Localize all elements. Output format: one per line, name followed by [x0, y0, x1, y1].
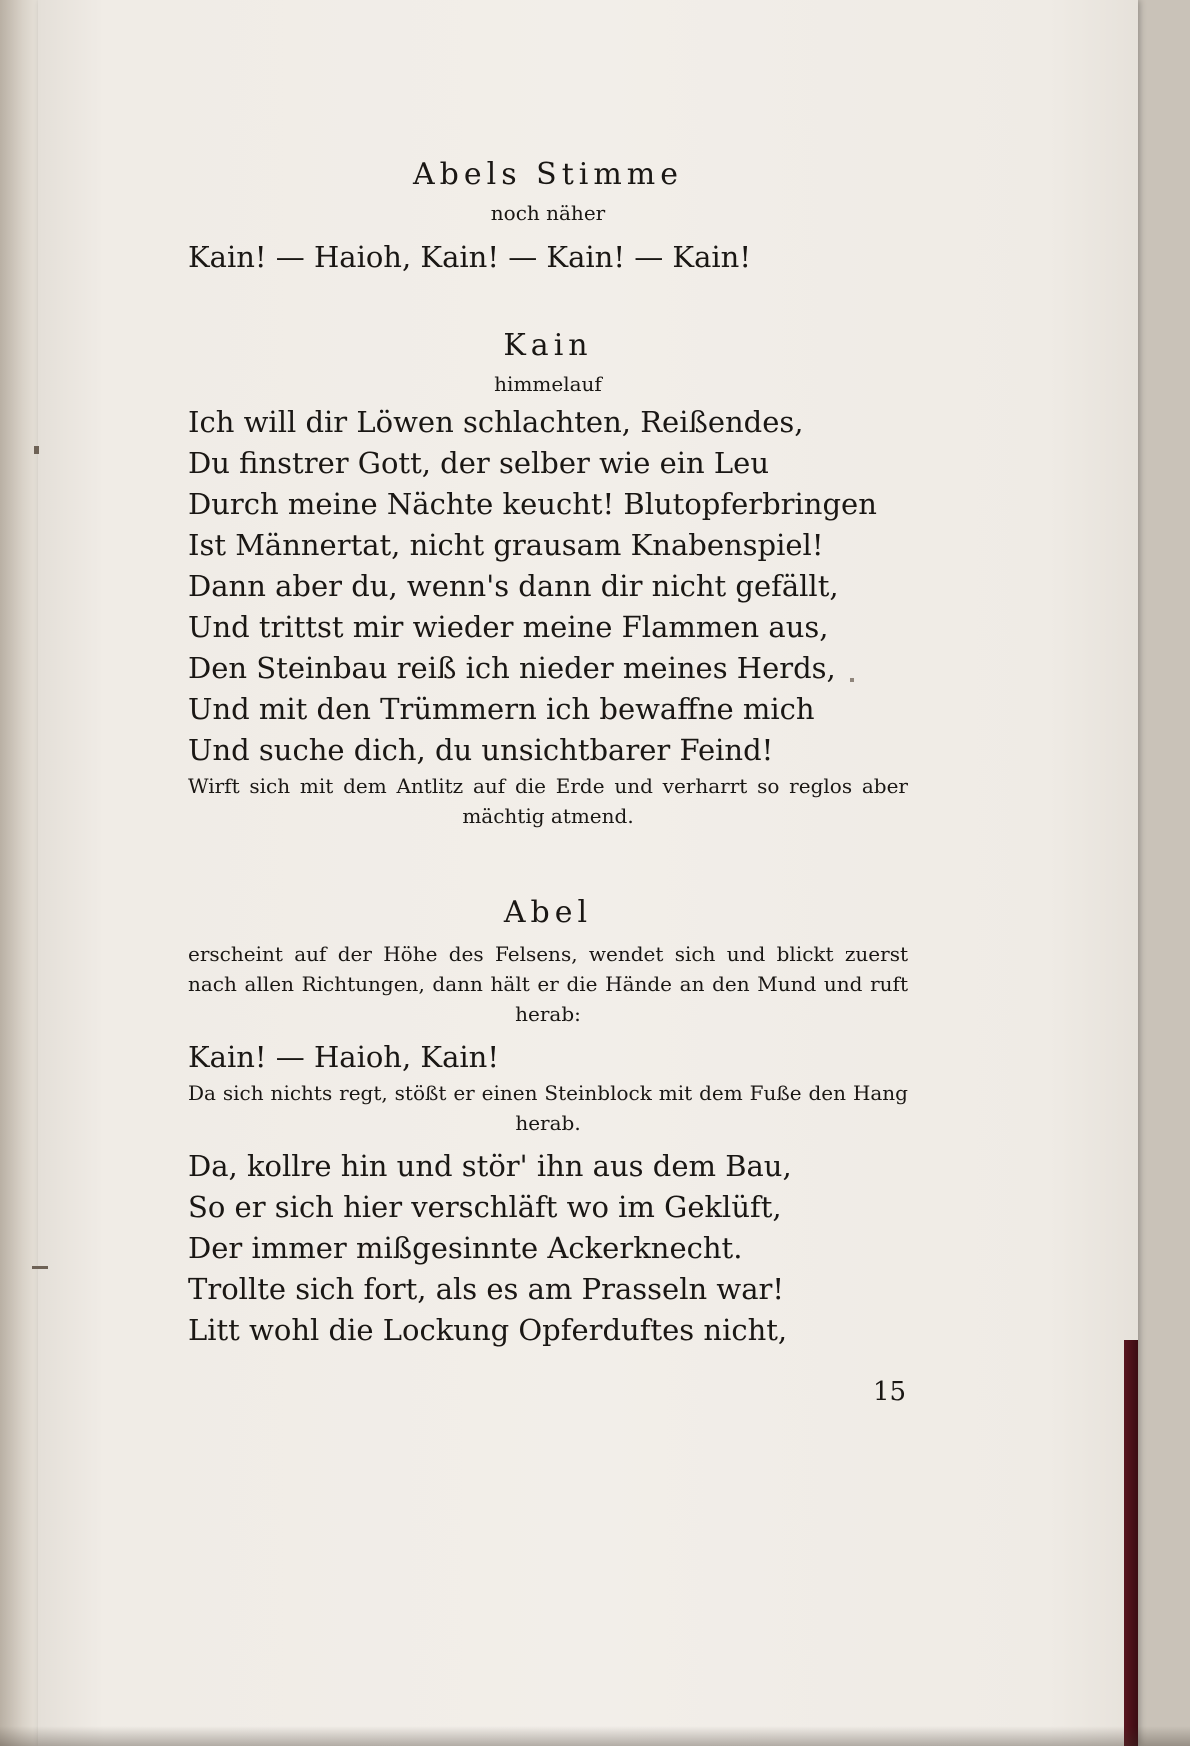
binding-mark	[34, 446, 39, 454]
stage-direction: himmelauf	[494, 372, 602, 396]
verse-line: Den Steinbau reiß ich nieder meines Herds,	[188, 651, 836, 685]
verse-line: Kain! — Haioh, Kain!	[188, 1040, 499, 1074]
book-cover-edge	[1124, 1340, 1138, 1746]
book-spine-edge	[0, 0, 40, 1746]
verse-line: Da, kollre hin und stör' ihn aus dem Bau,	[188, 1149, 792, 1183]
verse-line: Und mit den Trümmern ich bewaffne mich	[188, 692, 815, 726]
verse-line: So er sich hier verschläft wo im Geklüft,	[188, 1190, 782, 1224]
speaker-name: Abels Stimme	[413, 157, 683, 192]
stage-direction: noch näher	[490, 201, 606, 225]
verse-line: Dann aber du, wenn's dann dir nicht gefällt,	[188, 569, 839, 603]
verse-line: Litt wohl die Lockung Opferduftes nicht,	[188, 1313, 788, 1347]
stage-direction: Wirft sich mit dem Antlitz auf die Erde und verharrt so reglos aber mächtig atmend.	[188, 774, 908, 828]
verse-line: Du finstrer Gott, der selber wie ein Leu	[188, 446, 770, 480]
play-text	[188, 155, 908, 1351]
verse-line: Ist Männertat, nicht grausam Knabenspiel!	[188, 528, 824, 562]
speaker-name: Kain	[503, 328, 593, 363]
stage-direction: Da sich nichts regt, stößt er einen Steinblock mit dem Fuße den Hang herab.	[188, 1081, 908, 1135]
verse-line: Durch meine Nächte keucht! Blutopferbringen	[188, 487, 877, 521]
verse-line: Trollte sich fort, als es am Prasseln war!	[188, 1272, 785, 1306]
verse-line: Und suche dich, du unsichtbarer Feind!	[188, 733, 774, 767]
speaker-name: Abel	[503, 895, 593, 930]
page-number: 15	[873, 1377, 907, 1407]
verse-line: Und trittst mir wieder meine Flammen aus,	[188, 610, 829, 644]
verse-line: Ich will dir Löwen schlachten, Reißendes,	[188, 405, 804, 439]
binding-mark	[32, 1266, 48, 1269]
page-bottom-shadow	[0, 1726, 1190, 1746]
stage-direction: erscheint auf der Höhe des Felsens, wendet sich und blickt zuerst nach allen Richtungen, dann hält er die Hände an den Mund und ruft herab:	[188, 942, 908, 1026]
book-page	[38, 0, 1138, 1746]
verse-line: Der immer mißgesinnte Ackerknecht.	[188, 1231, 743, 1265]
verse-line: Kain! — Haioh, Kain! — Kain! — Kain!	[188, 240, 751, 274]
